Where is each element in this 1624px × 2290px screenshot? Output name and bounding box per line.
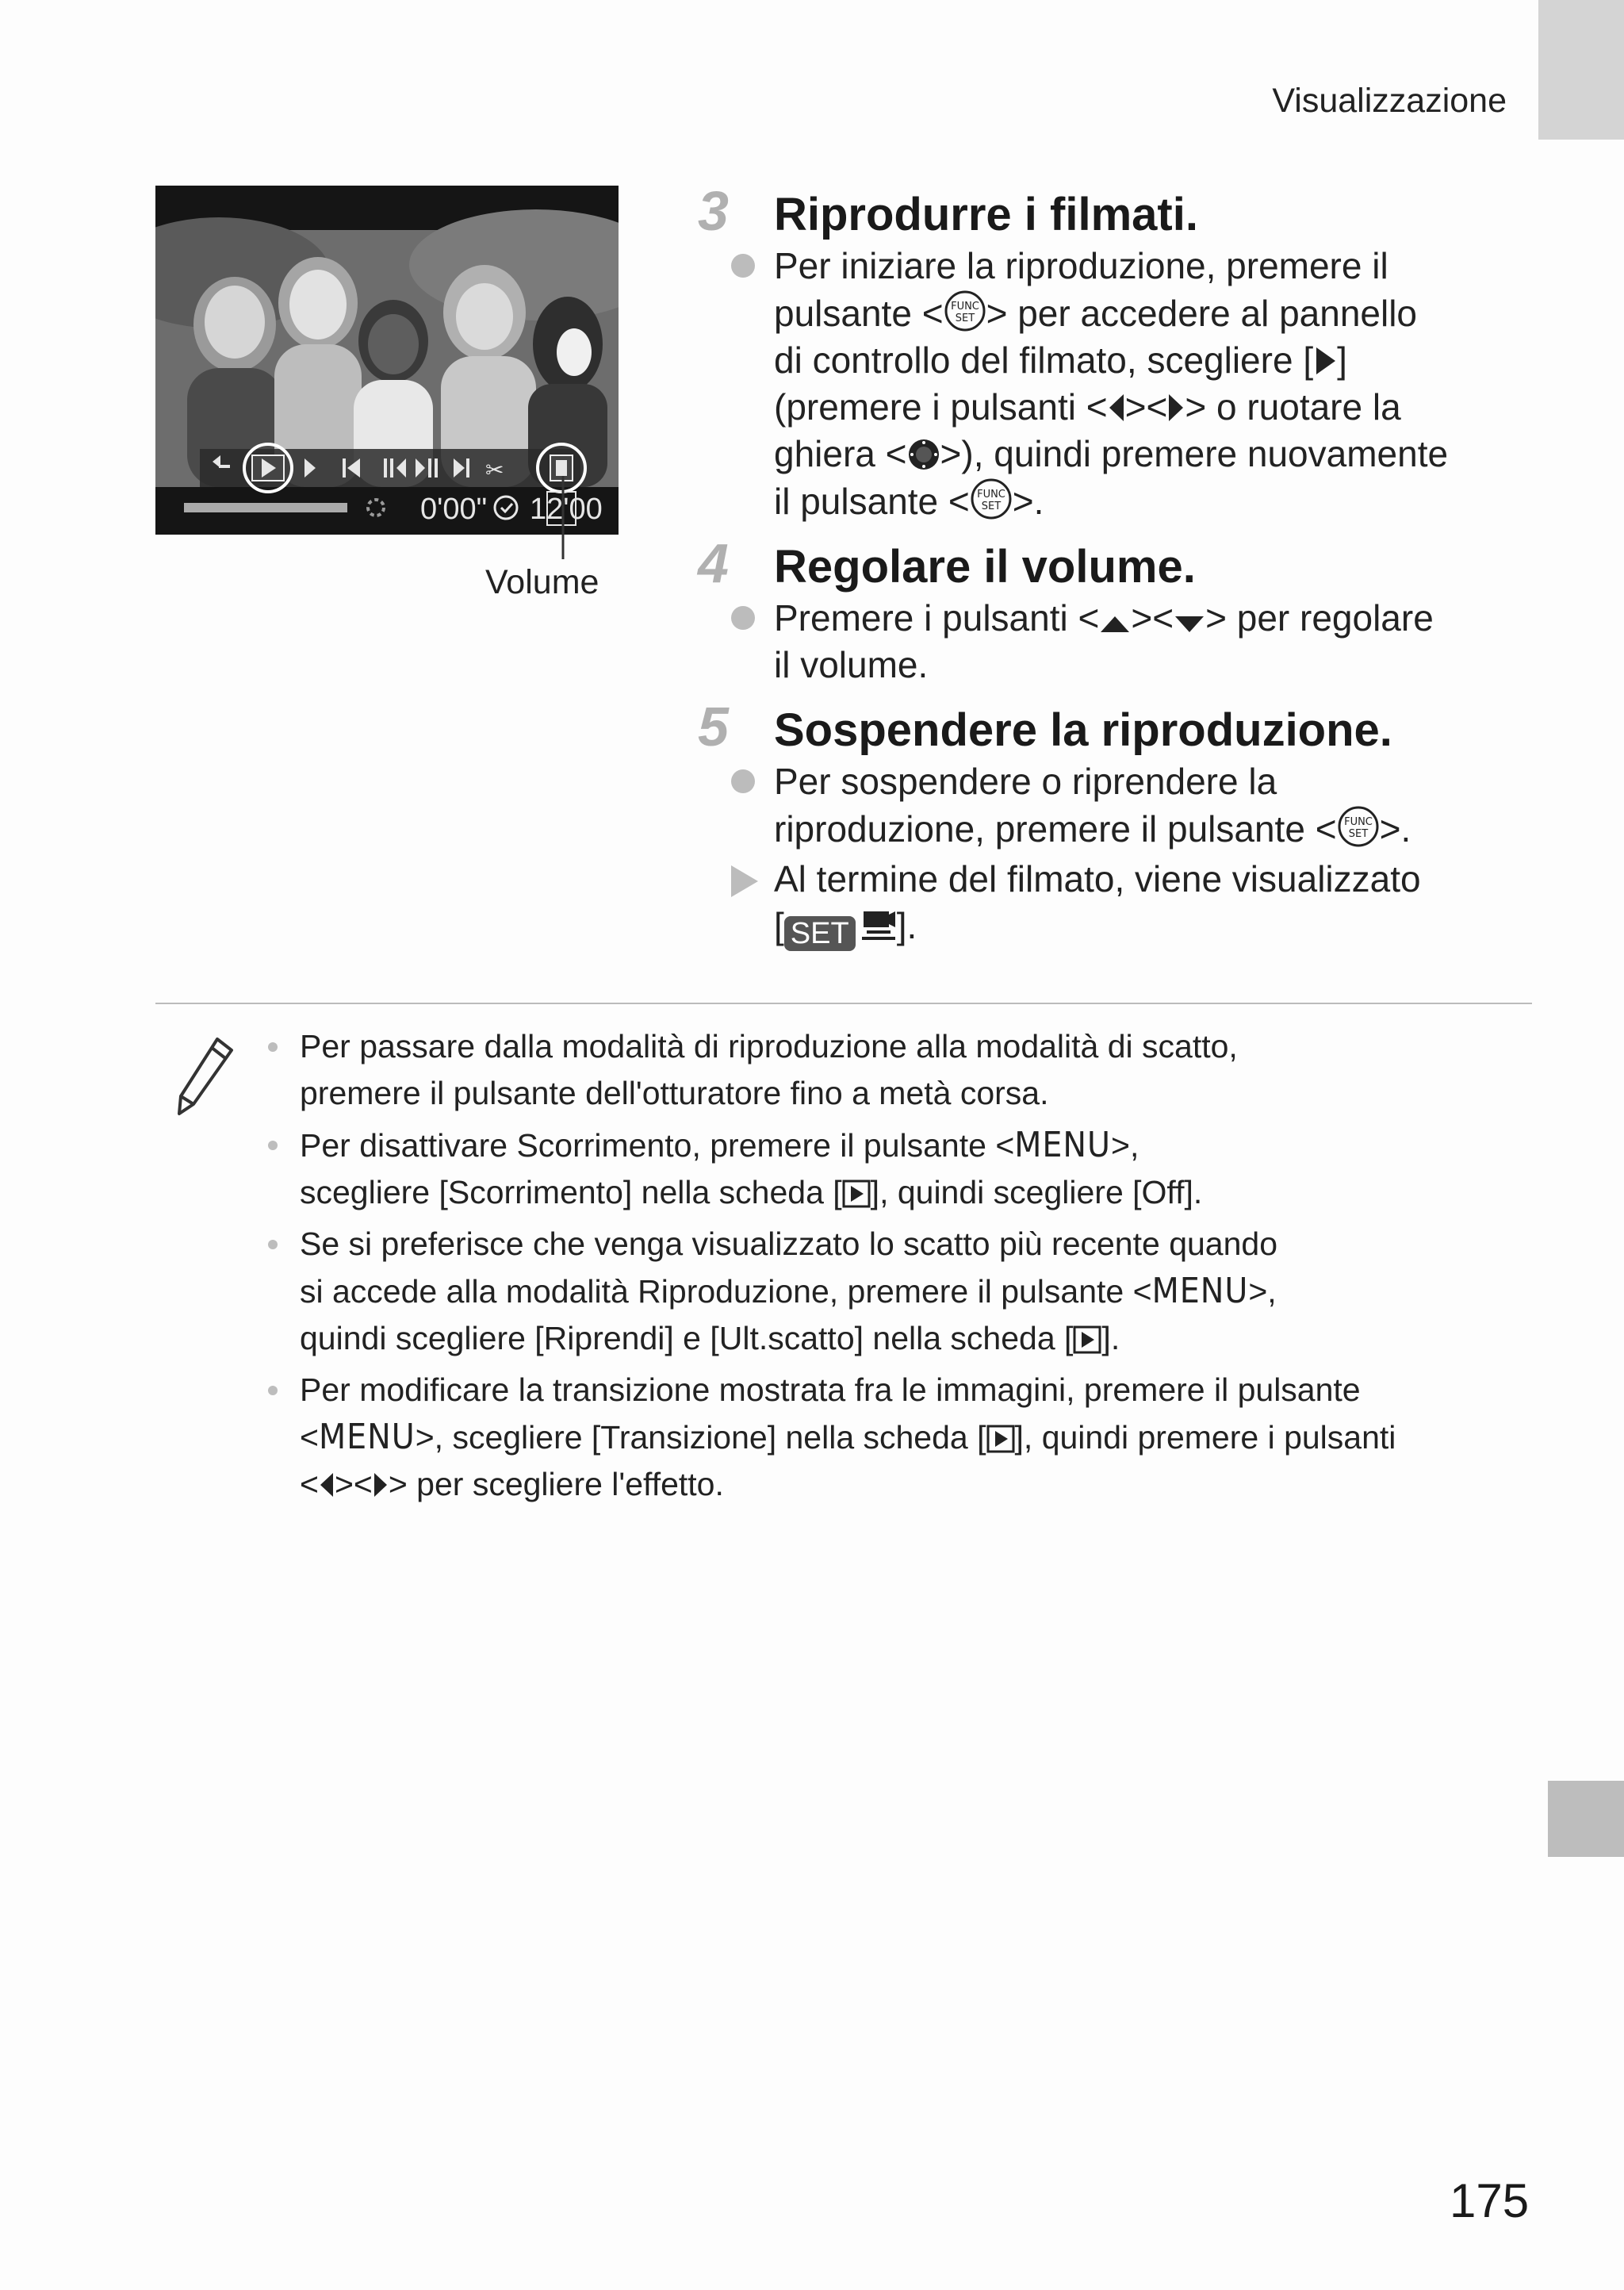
volume-callout-label: Volume <box>485 563 599 601</box>
menu-button-label: MENU <box>318 1417 416 1457</box>
current-time: 0'00" <box>420 493 488 526</box>
note-item: Per modificare la transizione mostrata fra le immagini, premere il pulsante <MENU>, scegliere [Transizione] nella scheda [ ], quindi premere i pulsanti < >< > per scegliere l'effetto. <box>266 1367 1535 1508</box>
svg-text:FUNC: FUNC <box>950 301 979 313</box>
step-number: 4 <box>698 532 729 594</box>
playback-tab-icon <box>1073 1325 1101 1354</box>
right-arrow-icon <box>373 1471 389 1498</box>
step-bullet: Per iniziare la riproduzione, premere il pulsante < FUNC SET > per accedere al pannello di controllo del filmato, scegliere [ ] (premere i pulsanti < >< > o ruotare la ghiera < >), quindi premere nuovamente il pulsante < FUNC SET >. <box>698 243 1522 525</box>
control-dial-icon <box>907 438 940 471</box>
bullet-dot <box>268 1240 278 1249</box>
func-set-button-icon <box>970 478 1013 520</box>
bullet-dot <box>268 1386 278 1395</box>
side-index-tab <box>1548 1781 1624 1857</box>
step-5 <box>698 695 1522 951</box>
chapter-tab <box>1538 0 1624 140</box>
right-arrow-icon <box>1167 393 1185 423</box>
note-item: Per disattivare Scorrimento, premere il pulsante <MENU>, scegliere [Scorrimento] nella scheda [ ], quindi scegliere [Off]. <box>266 1122 1535 1216</box>
movie-frame-illustration <box>155 186 619 535</box>
func-set-button-icon <box>944 290 986 332</box>
bullet-dot <box>731 606 755 630</box>
bullet-dot <box>268 1042 278 1052</box>
note-item: Se si preferisce che venga visualizzato lo scatto più recente quando si accede alla modalità Riproduzione, premere il pulsante <MENU>, quindi scegliere [Riprendi] e [Ult.scatto] nella scheda [ ]. <box>266 1221 1535 1362</box>
down-arrow-icon <box>1174 615 1205 634</box>
result-arrow-icon <box>731 865 758 897</box>
divider <box>155 1003 1532 1004</box>
bullet-dot <box>731 769 755 793</box>
svg-text:FUNC: FUNC <box>1343 816 1373 828</box>
pencil-icon <box>171 1034 235 1122</box>
left-arrow-icon <box>1108 393 1125 423</box>
bullet-dot <box>268 1141 278 1150</box>
svg-text:SET: SET <box>981 501 1001 512</box>
total-time: 12'00 <box>530 493 603 526</box>
playback-tab-icon <box>986 1425 1015 1453</box>
menu-button-label: MENU <box>1151 1271 1249 1311</box>
svg-text:SET: SET <box>1348 828 1368 840</box>
set-badge: SET <box>784 916 856 951</box>
step-result: Al termine del filmato, viene visualizzato [ SET ]. <box>698 856 1522 951</box>
menu-button-label: MENU <box>1014 1125 1112 1165</box>
step-3 <box>698 179 1522 525</box>
playback-tab-icon <box>842 1180 871 1208</box>
step-bullet: Premere i pulsanti < >< > per regolare il volume. <box>698 595 1522 689</box>
svg-text:SET: SET <box>955 313 975 324</box>
note-item: Per passare dalla modalità di riproduzione alla modalità di scatto, premere il pulsante dell'otturatore fino a metà corsa. <box>266 1023 1535 1117</box>
func-set-button-icon <box>1337 805 1380 848</box>
step-bullet: Per sospendere o riprendere la riproduzione, premere il pulsante < FUNC SET >. <box>698 758 1522 853</box>
up-arrow-icon <box>1099 615 1131 634</box>
section-title: Visualizzazione <box>1272 82 1507 120</box>
bullet-dot <box>731 254 755 278</box>
movie-playback-screen <box>155 186 619 535</box>
steps-section <box>698 179 1522 951</box>
svg-text:FUNC: FUNC <box>976 489 1005 501</box>
left-arrow-icon <box>319 1471 335 1498</box>
step-number: 5 <box>698 696 729 758</box>
play-icon <box>1313 346 1337 376</box>
step-4 <box>698 531 1522 689</box>
movie-icon <box>860 907 897 942</box>
volume-callout-line <box>555 476 571 563</box>
page-number: 175 <box>1450 2174 1530 2227</box>
step-title: Riprodurre i filmati. <box>774 189 1198 240</box>
step-title: Sospendere la riproduzione. <box>774 704 1392 756</box>
svg-text:✂: ✂ <box>485 457 504 483</box>
step-title: Regolare il volume. <box>774 541 1196 593</box>
step-number: 3 <box>698 180 729 242</box>
